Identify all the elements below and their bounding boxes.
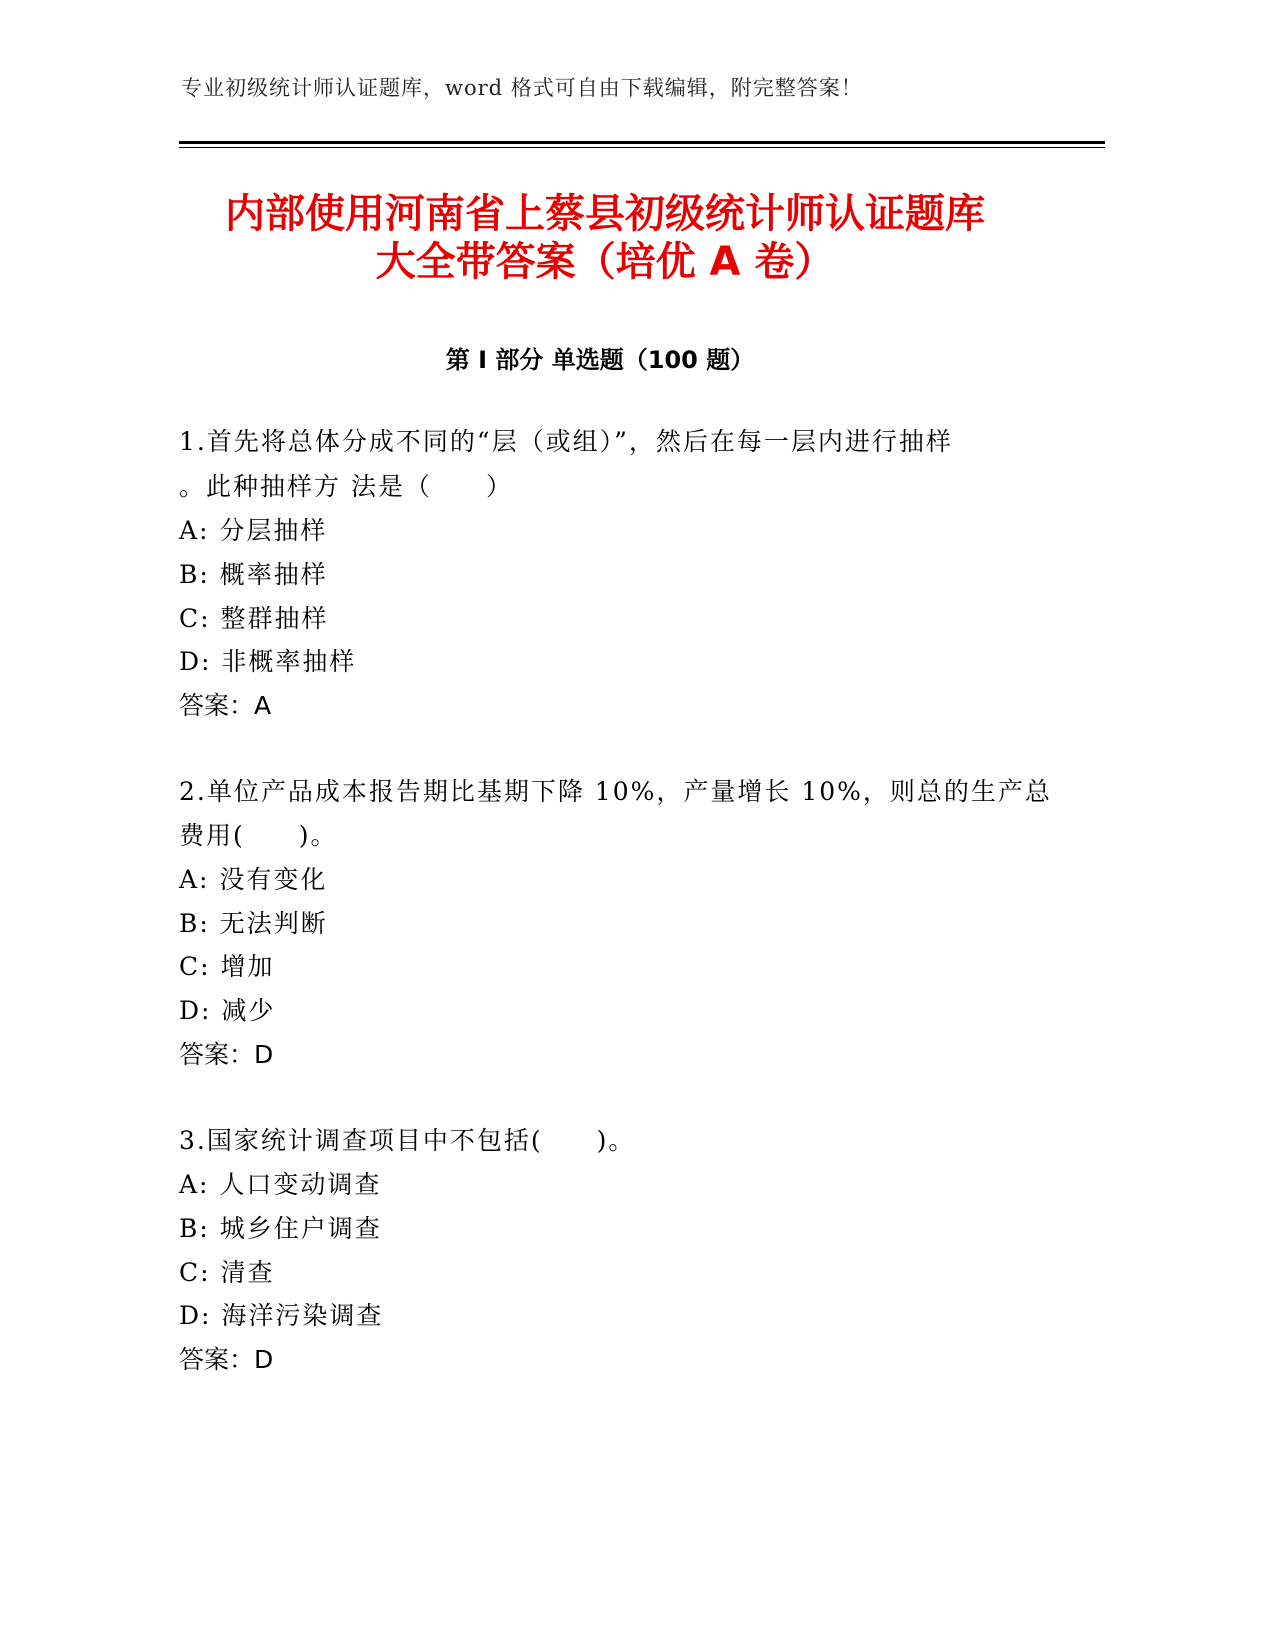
- question-1-option-c: C: 整群抽样: [179, 604, 329, 633]
- question-1-option-d: D: 非概率抽样: [179, 647, 357, 676]
- question-1-option-b: B: 概率抽样: [179, 560, 328, 589]
- question-1-stem-line2: 。此种抽样方 法是（ ）: [179, 472, 513, 501]
- question-3-stem-line1: 3.国家统计调查项目中不包括( )。: [179, 1126, 636, 1155]
- question-2-answer: 答案：D: [179, 1040, 274, 1069]
- question-2-option-d: D: 减少: [179, 996, 276, 1025]
- question-1-stem-line1: 1.首先将总体分成不同的“层（或组）”，然后在每一层内进行抽样: [179, 427, 953, 456]
- question-1-answer: 答案：A: [179, 691, 272, 720]
- header-rule-thin: [179, 147, 1105, 148]
- question-2-option-b: B: 无法判断: [179, 909, 328, 938]
- question-2-option-a: A: 没有变化: [179, 865, 328, 894]
- question-1-option-a: A: 分层抽样: [179, 516, 328, 545]
- question-2-stem-line2: 费用( )。: [179, 821, 338, 850]
- question-3-option-c: C: 清查: [179, 1258, 275, 1287]
- question-3-option-a: A: 人口变动调查: [179, 1170, 382, 1199]
- question-2-option-c: C: 增加: [179, 952, 275, 981]
- question-2-stem-line1: 2.单位产品成本报告期比基期下降 10%，产量增长 10%，则总的生产总: [179, 777, 1052, 806]
- question-3-option-d: D: 海洋污染调查: [179, 1301, 384, 1330]
- question-3-answer: 答案：D: [179, 1345, 274, 1374]
- document-title-line1: 内部使用河南省上蔡县初级统计师认证题库: [225, 191, 985, 237]
- question-3-option-b: B: 城乡住户调查: [179, 1214, 382, 1243]
- document-title-line2: 大全带答案（培优 A 卷）: [375, 239, 835, 285]
- header-rule-thick: [179, 141, 1105, 144]
- section-heading: 第 I 部分 单选题（100 题）: [445, 346, 755, 374]
- header-note: 专业初级统计师认证题库，word 格式可自由下载编辑，附完整答案！: [181, 76, 863, 100]
